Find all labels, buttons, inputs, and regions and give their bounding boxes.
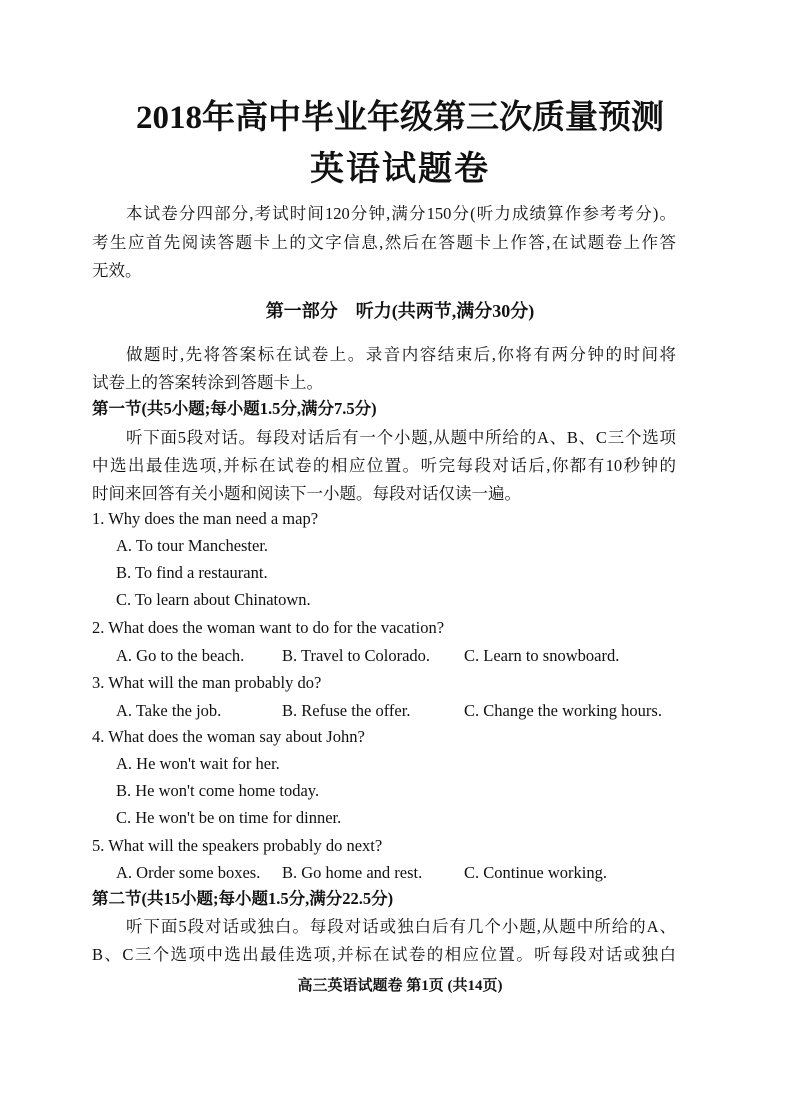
section1-instructions: 时间来回答有关小题和阅读下一小题。每段对话仅读一遍。 bbox=[92, 484, 521, 503]
part1-instructions: 做题时,先将答案标在试卷上。录音内容结束后,你将有两分钟的时间将 bbox=[126, 345, 676, 364]
question-4: 4. What does the woman say about John? bbox=[92, 727, 365, 746]
intro-line: 考生应首先阅读答题卡上的文字信息,然后在答题卡上作答,在试题卷上作答 bbox=[92, 233, 676, 252]
section1-heading: 第一节(共5小题;每小题1.5分,满分7.5分) bbox=[92, 399, 377, 418]
section2-instructions: 听下面5段对话或独白。每段对话或独白后有几个小题,从题中所给的A、 bbox=[126, 917, 676, 936]
section2-instructions: B、C三个选项中选出最佳选项,并标在试卷的相应位置。听每段对话或独白 bbox=[92, 945, 676, 964]
q5-option-c: C. Continue working. bbox=[464, 863, 607, 882]
q5-option-a: A. Order some boxes. bbox=[116, 863, 261, 882]
q4-option-a: A. He won't wait for her. bbox=[116, 754, 280, 773]
q3-option-a: A. Take the job. bbox=[116, 701, 222, 720]
q1-option-b: B. To find a restaurant. bbox=[116, 563, 268, 582]
q3-option-c: C. Change the working hours. bbox=[464, 701, 662, 720]
q5-option-b: B. Go home and rest. bbox=[282, 863, 423, 882]
question-3: 3. What will the man probably do? bbox=[92, 673, 322, 692]
q2-option-a: A. Go to the beach. bbox=[116, 646, 245, 665]
q4-option-c: C. He won't be on time for dinner. bbox=[116, 808, 342, 827]
intro-line: 无效。 bbox=[92, 261, 142, 280]
page-footer: 高三英语试题卷 第1页 (共14页) bbox=[297, 978, 503, 994]
exam-subtitle: 英语试题卷 bbox=[310, 151, 490, 188]
intro-line: 本试卷分四部分,考试时间120分钟,满分150分(听力成绩算作参考考分)。 bbox=[126, 204, 676, 223]
q1-option-a: A. To tour Manchester. bbox=[116, 536, 269, 555]
q2-option-b: B. Travel to Colorado. bbox=[282, 646, 431, 665]
q3-option-b: B. Refuse the offer. bbox=[282, 701, 411, 720]
section1-instructions: 中选出最佳选项,并标在试卷的相应位置。听完每段对话后,你都有10秒钟的 bbox=[92, 456, 676, 475]
q1-option-c: C. To learn about Chinatown. bbox=[116, 590, 311, 609]
part1-instructions: 试卷上的答案转涂到答题卡上。 bbox=[92, 373, 323, 392]
exam-title: 2018年高中毕业年级第三次质量预测 bbox=[136, 100, 664, 136]
question-1: 1. Why does the man need a map? bbox=[92, 509, 319, 528]
section2-heading: 第二节(共15小题;每小题1.5分,满分22.5分) bbox=[92, 889, 394, 908]
q2-option-c: C. Learn to snowboard. bbox=[464, 646, 620, 665]
q4-option-b: B. He won't come home today. bbox=[116, 781, 320, 800]
section1-instructions: 听下面5段对话。每段对话后有一个小题,从题中所给的A、B、C三个选项 bbox=[126, 428, 676, 447]
question-2: 2. What does the woman want to do for the vacation? bbox=[92, 618, 445, 637]
part1-heading: 第一部分 听力(共两节,满分30分) bbox=[265, 301, 535, 321]
question-5: 5. What will the speakers probably do next? bbox=[92, 836, 383, 855]
